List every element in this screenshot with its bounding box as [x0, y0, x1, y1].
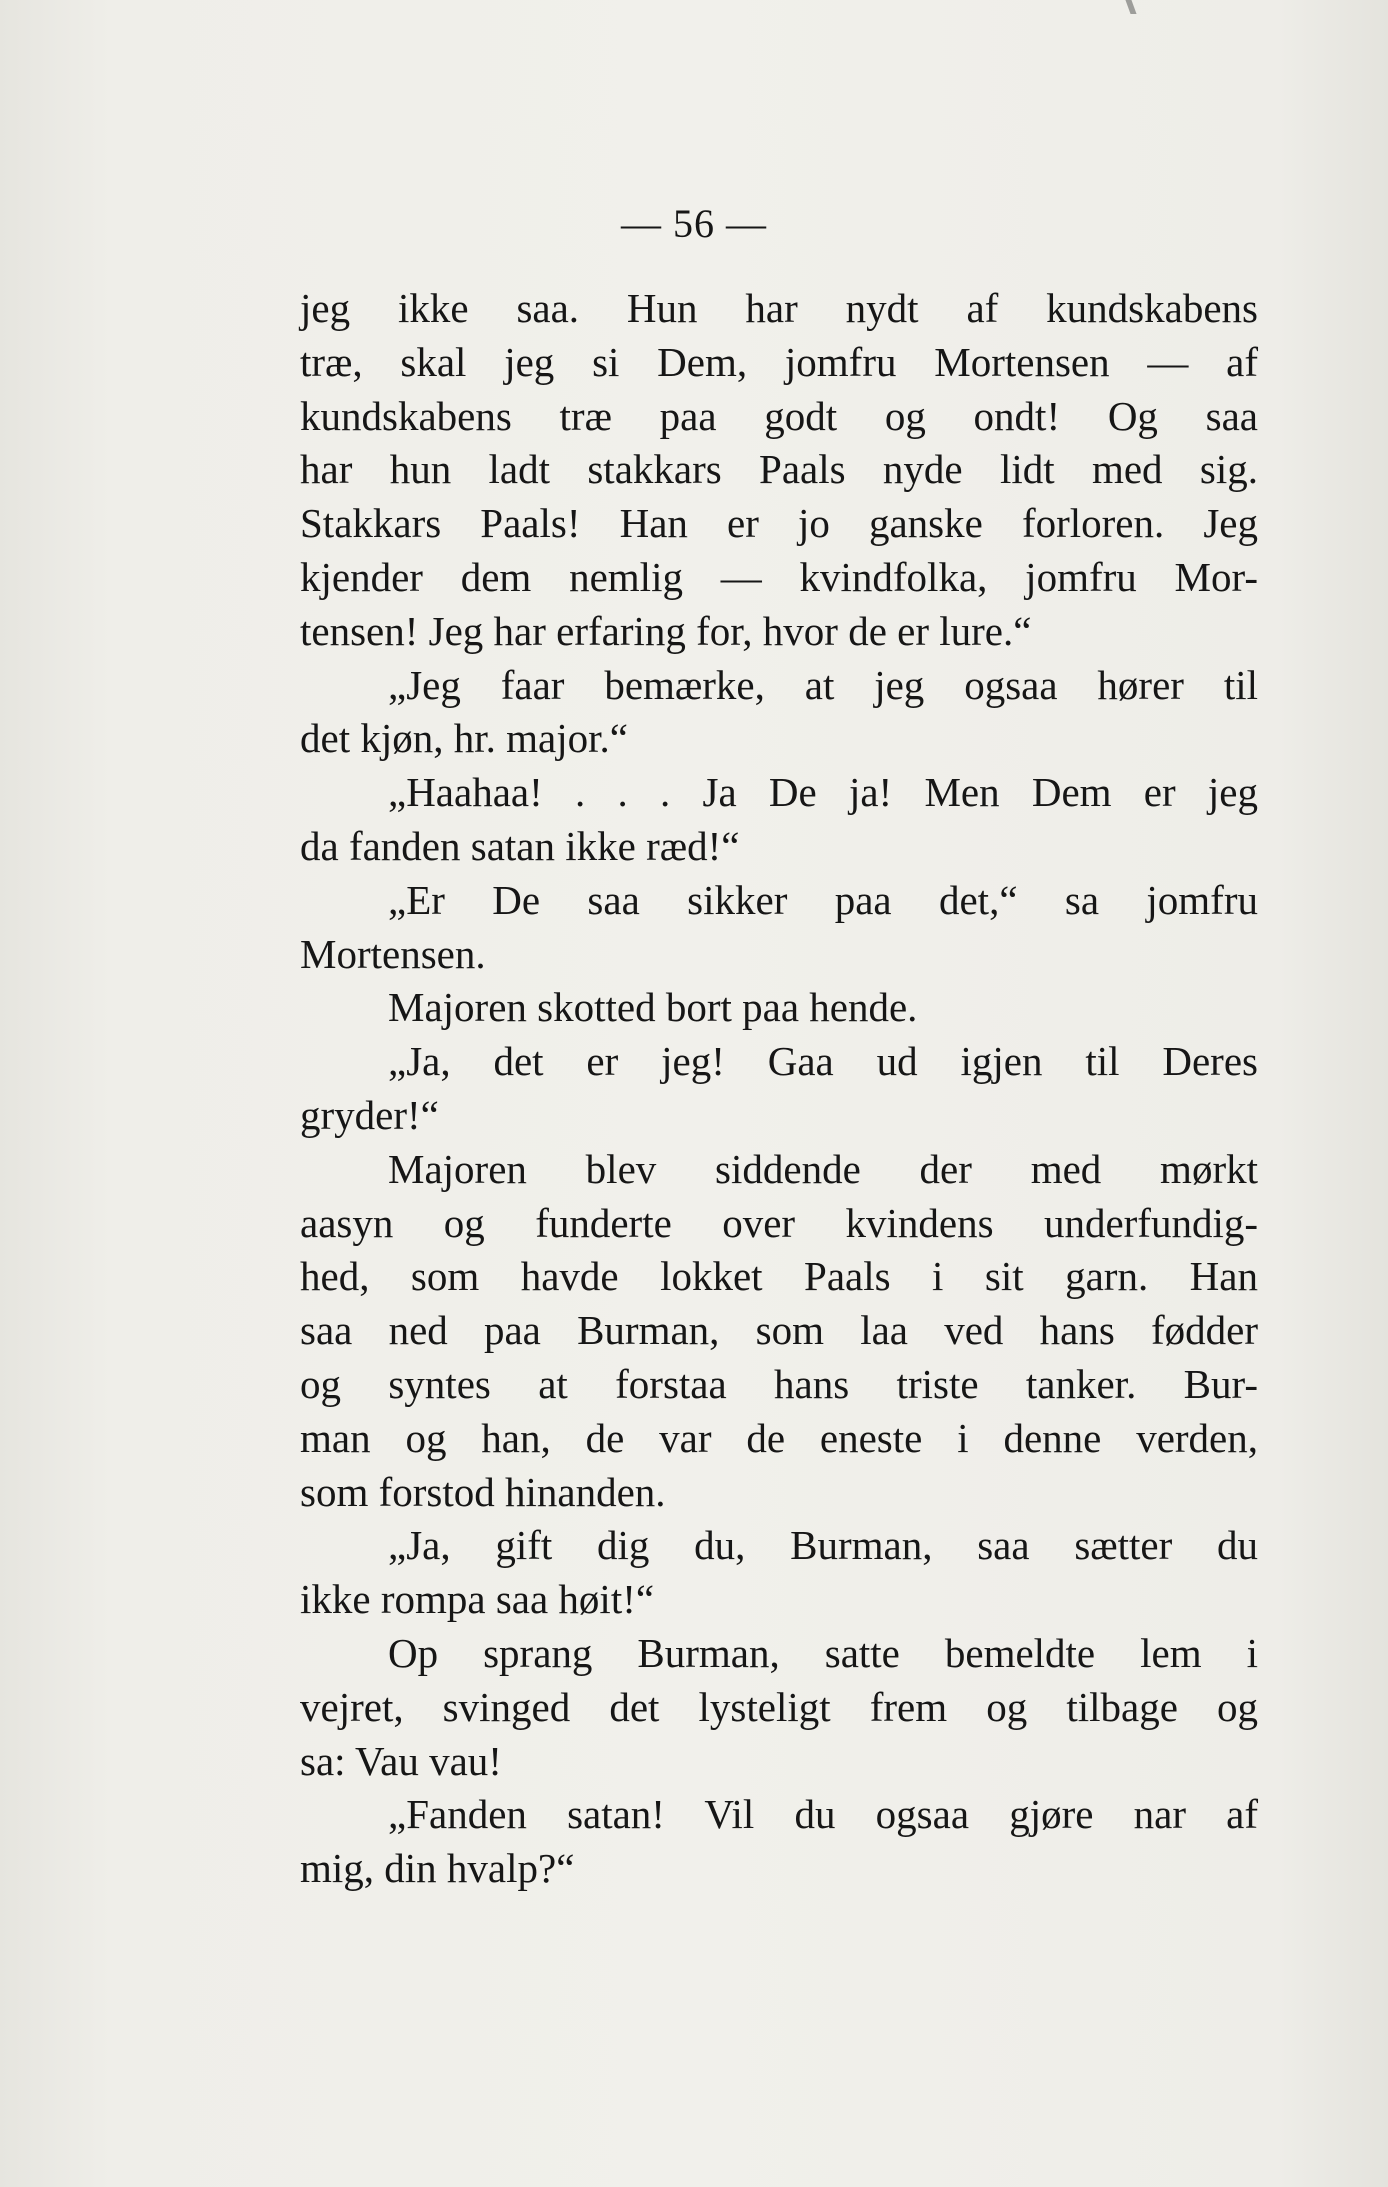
text-line: „Jeg faar bemærke, at jeg ogsaa hører til	[388, 661, 1258, 708]
text-line: som forstod hinanden.	[300, 1468, 666, 1515]
text-line: saa ned paa Burman, som laa ved hans fødder	[300, 1307, 1258, 1354]
text-line: vejret, svinged det lysteligt frem og tilbage og	[300, 1683, 1258, 1730]
text-line: man og han, de var de eneste i denne verden,	[300, 1414, 1258, 1461]
text-line: „Er De saa sikker paa det,“ sa jomfru	[388, 876, 1258, 923]
text-line: Mortensen.	[300, 930, 486, 977]
text-line: og syntes at forstaa hans triste tanker. Bur-	[300, 1360, 1258, 1407]
text-line: tensen! Jeg har erfaring for, hvor de er lure.“	[300, 607, 1032, 654]
text-line: hed, som havde lokket Paals i sit garn. Han	[300, 1253, 1258, 1300]
text-line: „Haahaa! . . . Ja De ja! Men Dem er jeg	[388, 769, 1258, 816]
text-line: det kjøn, hr. major.“	[300, 715, 628, 762]
text-line: gryder!“	[300, 1091, 439, 1138]
text-line: kundskabens træ paa godt og ondt! Og saa	[300, 392, 1258, 439]
text-line: jeg ikke saa. Hun har nydt af kundskabens	[300, 285, 1258, 331]
text-line: Majoren skotted bort paa hende.	[388, 984, 918, 1031]
text-line: da fanden satan ikke ræd!“	[300, 822, 740, 869]
text-line: sa: Vau vau!	[300, 1737, 502, 1784]
text-line: ikke rompa saa høit!“	[300, 1576, 655, 1623]
text-line: Op sprang Burman, satte bemeldte lem i	[388, 1629, 1258, 1676]
text-line: Majoren blev siddende der med mørkt	[388, 1145, 1258, 1192]
text-line: „Fanden satan! Vil du ogsaa gjøre nar af	[388, 1791, 1258, 1838]
page-number: — 56 —	[621, 201, 767, 246]
text-line: „Ja, gift dig du, Burman, saa sætter du	[388, 1522, 1258, 1569]
text-line: Stakkars Paals! Han er jo ganske forloren. Jeg	[300, 500, 1258, 547]
text-line: træ, skal jeg si Dem, jomfru Mortensen — af	[300, 338, 1258, 385]
text-line: „Ja, det er jeg! Gaa ud igjen til Deres	[388, 1038, 1258, 1085]
text-line: har hun ladt stakkars Paals nyde lidt med sig.	[300, 446, 1258, 493]
body-text	[300, 282, 1258, 1896]
text-line: kjender dem nemlig — kvindfolka, jomfru Mor-	[300, 553, 1258, 600]
page-edge-mark	[1125, 0, 1136, 14]
text-line: mig, din hvalp?“	[300, 1845, 575, 1892]
text-line: aasyn og funderte over kvindens underfundig-	[300, 1199, 1258, 1246]
